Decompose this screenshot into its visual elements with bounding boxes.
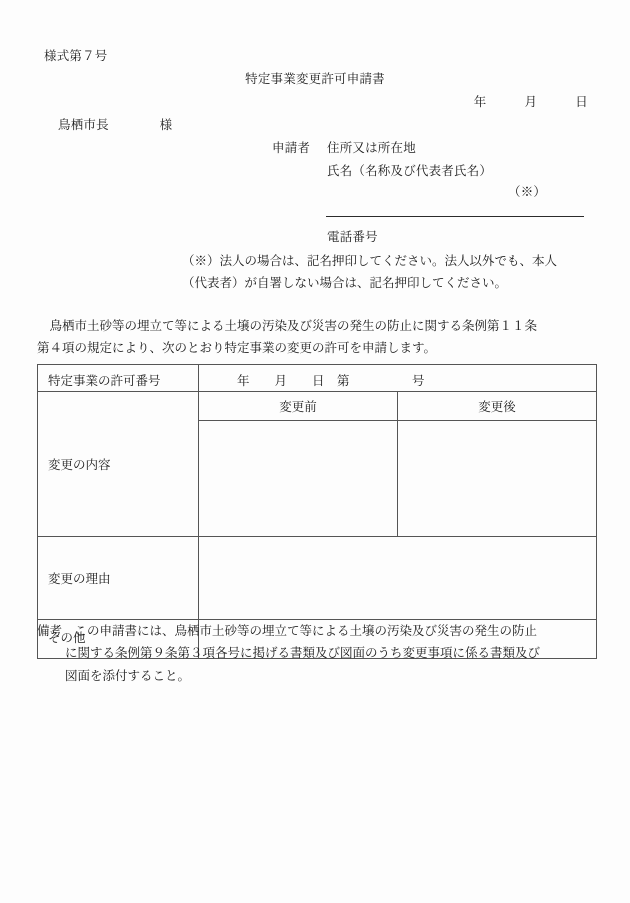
seal-note xyxy=(182,250,594,293)
form-number: 様式第７号 xyxy=(44,48,108,63)
table-row-beforeafter-header xyxy=(38,392,597,421)
before-header-cell xyxy=(199,392,398,421)
permit-number-value-cell[interactable] xyxy=(199,365,597,392)
table-row-permit-number xyxy=(38,365,597,392)
before-header: 変更前 xyxy=(279,399,317,414)
addressee-mayor: 鳥栖市長 様 xyxy=(58,117,173,132)
change-reason-label-cell xyxy=(38,537,199,620)
table-row-change-reason xyxy=(38,537,597,620)
document-title: 特定事業変更許可申請書 xyxy=(245,71,385,86)
after-header-cell xyxy=(398,392,597,421)
signature-rule xyxy=(326,216,584,217)
change-content-after-cell[interactable] xyxy=(398,421,597,537)
permit-number-label-cell xyxy=(38,365,199,392)
change-reason-label: 変更の理由 xyxy=(48,571,111,586)
after-header: 変更後 xyxy=(478,399,516,414)
seal-note-line-1: （※）法人の場合は、記名押印してください。法人以外でも、本人 xyxy=(182,253,558,268)
seal-marker: （※） xyxy=(508,184,547,199)
remarks-text-1: この申請書には、鳥栖市土砂等の埋立て等による土壌の汚染及び災害の発生の防止 xyxy=(74,623,538,638)
remarks-line-1 xyxy=(37,620,597,642)
remarks-section xyxy=(37,620,597,687)
permit-number-label: 特定事業の許可番号 xyxy=(48,373,161,388)
change-reason-value xyxy=(199,537,596,543)
applicant-address-label: 住所又は所在地 xyxy=(327,140,416,155)
change-reason-value-cell[interactable] xyxy=(199,537,597,620)
other-label: その他 xyxy=(48,630,86,645)
remarks-line-2: に関する条例第９条第３項各号に掲げる書類及び図面のうち変更事項に係る書類及び xyxy=(65,645,541,661)
change-content-after-value xyxy=(398,421,596,427)
body-line-1: 鳥栖市土砂等の埋立て等による土壌の汚染及び災害の発生の防止に関する条例第１１条 xyxy=(37,318,538,333)
body-line-2: 第４項の規定により、次のとおり特定事業の変更の許可を申請します。 xyxy=(37,339,437,355)
applicant-label: 申請者 xyxy=(272,140,311,155)
change-content-before-cell[interactable] xyxy=(199,421,398,537)
permit-number-value: 年 月 日 第 号 xyxy=(237,373,425,388)
phone-number-label: 電話番号 xyxy=(327,229,378,244)
change-content-before-value xyxy=(199,421,397,427)
date-line: 年 月 日 xyxy=(473,94,588,109)
change-application-table xyxy=(37,364,597,659)
change-content-label-cell xyxy=(38,392,199,537)
remarks-line-3: 図面を添付すること。 xyxy=(65,667,191,683)
seal-note-line-2: （代表者）が自署しない場合は、記名押印してください。 xyxy=(182,274,508,290)
body-paragraph xyxy=(37,315,595,358)
change-content-label: 変更の内容 xyxy=(48,457,111,472)
applicant-name-label: 氏名（名称及び代表者氏名） xyxy=(327,163,493,178)
remarks-label: 備考 xyxy=(37,623,63,638)
